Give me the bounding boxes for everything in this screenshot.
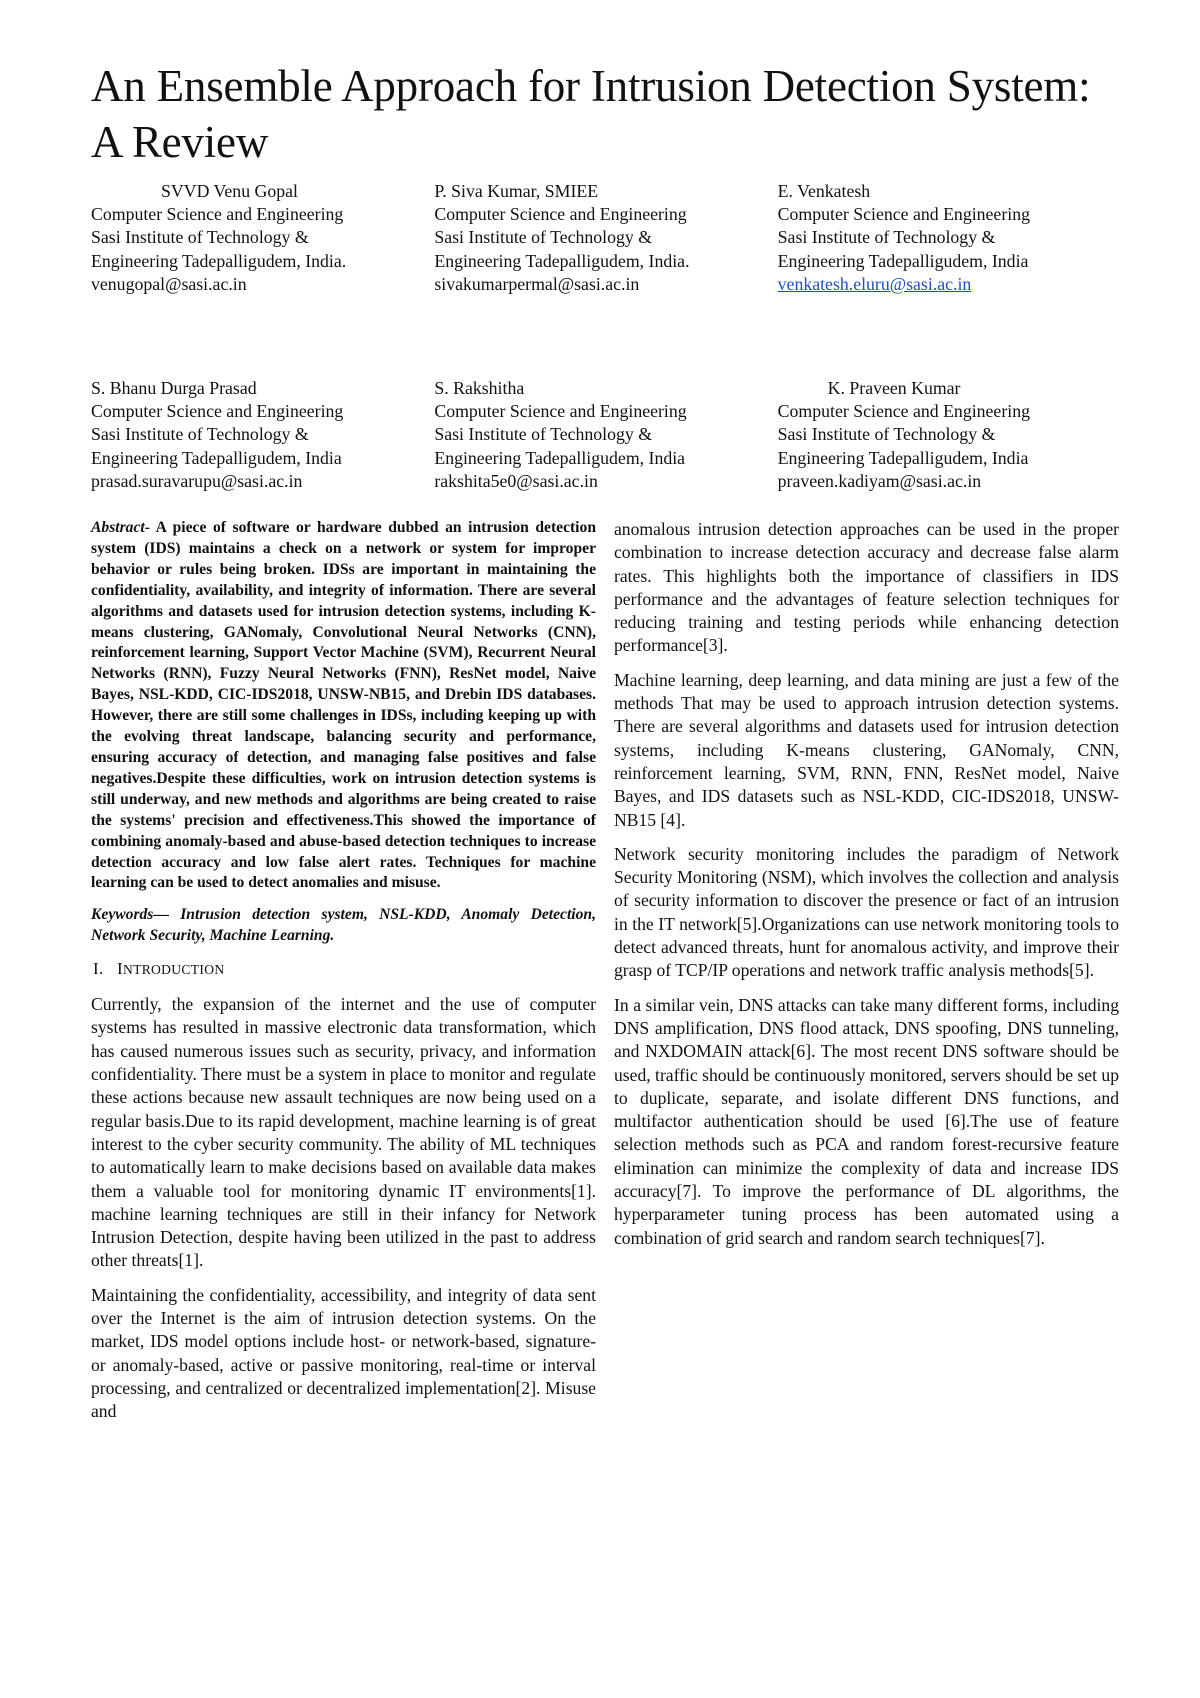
- author-location: Engineering Tadepalligudem, India.: [434, 250, 690, 271]
- author-block-row-1: [91, 180, 1121, 296]
- author-name: E. Venkatesh: [777, 181, 871, 201]
- section-number: I.: [93, 959, 104, 979]
- author-institution: Sasi Institute of Technology &: [434, 424, 653, 445]
- author-card: [778, 180, 1121, 296]
- abstract: [91, 518, 596, 894]
- author-name: K. Praveen Kumar: [827, 378, 961, 398]
- body-paragraph: Network security monitoring includes the paradigm of Network Security Monitoring (NSM), which involves the collection and analysis of security information to discover the presence or fact of an intrusion in the IT network[5].Organizations can use network monitoring tools to detect advanced threats, hunt for anomalous activity, and improve their grasp of TCP/IP operations and network traffic analysis methods[5].: [614, 843, 1119, 981]
- author-name: S. Rakshitha: [434, 378, 525, 398]
- author-institution: Sasi Institute of Technology &: [91, 424, 309, 445]
- author-email: sivakumarpermal@sasi.ac.in: [434, 273, 640, 294]
- author-institution: Sasi Institute of Technology &: [777, 227, 996, 248]
- left-column: [91, 518, 596, 1434]
- author-email: venugopal@sasi.ac.in: [91, 273, 247, 294]
- author-department: Computer Science and Engineering: [434, 401, 687, 422]
- author-email: rakshita5e0@sasi.ac.in: [434, 470, 598, 491]
- author-email-link[interactable]: venkatesh.eluru@sasi.ac.in: [777, 273, 972, 294]
- body-paragraph: Machine learning, deep learning, and data mining are just a few of the methods That may be used to approach intrusion detection systems. There are several algorithms and datasets used for intrusion detection systems, including K-means clustering, GANomaly, CNN, reinforcement learning, SVM, RNN, FNN, ResNet model, Naive Bayes, and IDS datasets such as NSL-KDD, CIC-IDS2018, UNSW-NB15 [4].: [614, 669, 1119, 830]
- author-email: praveen.kadiyam@sasi.ac.in: [777, 470, 982, 491]
- author-card: [434, 180, 777, 296]
- body-paragraph: In a similar vein, DNS attacks can take many different forms, including DNS amplification, DNS flood attack, DNS spoofing, DNS tunneling, and NXDOMAIN attack[6]. The most recent DNS software should be used, traffic should be continuously monitored, servers should be set up to duplicate, separate, and isolate different DNS functions, and multifactor authentication should be used [6].The use of feature selection methods such as PCA and random forest-recursive feature elimination can minimize the complexity of data and increase IDS accuracy[7]. To improve the performance of DL algorithms, the hyperparameter tuning process has been automated using a combination of grid search and random search techniques[7].: [614, 994, 1119, 1248]
- author-location: Engineering Tadepalligudem, India: [91, 447, 342, 468]
- author-location: Engineering Tadepalligudem, India: [777, 250, 1029, 271]
- author-institution: Sasi Institute of Technology &: [434, 227, 653, 248]
- author-location: Engineering Tadepalligudem, India: [434, 447, 686, 468]
- author-card: [91, 180, 434, 296]
- author-department: Computer Science and Engineering: [434, 204, 687, 225]
- author-name: P. Siva Kumar, SMIEE: [434, 181, 599, 201]
- keywords: Keywords— Intrusion detection system, NSL-KDD, Anomaly Detection, Network Security, Machine Learning.: [91, 906, 596, 945]
- section-title-initial: I: [117, 959, 123, 979]
- author-institution: Sasi Institute of Technology &: [91, 227, 309, 248]
- author-location: Engineering Tadepalligudem, India.: [91, 250, 347, 271]
- section-heading-introduction: [91, 958, 596, 981]
- author-department: Computer Science and Engineering: [777, 204, 1030, 225]
- author-institution: Sasi Institute of Technology &: [777, 424, 996, 445]
- author-email: prasad.suravarupu@sasi.ac.in: [91, 470, 303, 491]
- body-paragraph: Maintaining the confidentiality, accessibility, and integrity of data sent over the Internet is the aim of intrusion detection systems. On the market, IDS model options include host- or network-based, signature- or anomaly-based, active or passive monitoring, real-time or interval processing, and centralized or decentralized implementation[2]. Misuse and: [91, 1284, 596, 1422]
- author-card: [91, 377, 434, 493]
- author-card: [434, 377, 777, 493]
- author-department: Computer Science and Engineering: [91, 204, 344, 225]
- author-department: Computer Science and Engineering: [91, 401, 344, 422]
- abstract-label: Abstract: [91, 519, 145, 536]
- paper-title: An Ensemble Approach for Intrusion Detection System: A Review: [91, 61, 1091, 167]
- right-column: [614, 518, 1119, 1261]
- body-paragraph: Currently, the expansion of the internet and the use of computer systems has resulted in massive electronic data transformation, which has caused numerous issues such as security, privacy, and information confidentiality. There must be a system in place to monitor and regulate these actions because new assault techniques are now being used on a regular basis.Due to its rapid development, machine learning is of great interest to the cyber security community. The ability of ML techniques to automatically learn to make decisions based on available data makes them a valuable tool for monitoring dynamic IT environments[1]. machine learning techniques are still in their infancy for Network Intrusion Detection, despite having been utilized in the past to address other threats[1].: [91, 994, 596, 1271]
- author-department: Computer Science and Engineering: [777, 401, 1030, 422]
- author-location: Engineering Tadepalligudem, India: [777, 447, 1029, 468]
- author-name: SVVD Venu Gopal: [161, 181, 298, 201]
- section-title-rest: NTRODUCTION: [122, 962, 225, 978]
- author-card: [778, 377, 1121, 493]
- author-block-row-2: [91, 377, 1121, 493]
- author-name: S. Bhanu Durga Prasad: [91, 378, 257, 398]
- body-paragraph: anomalous intrusion detection approaches can be used in the proper combination to increase detection accuracy and decrease false alarm rates. This highlights both the importance of classifiers in IDS performance and the advantages of feature selection techniques for reducing training and testing periods while enhancing detection performance[3].: [614, 519, 1119, 656]
- abstract-text: - A piece of software or hardware dubbed an intrusion detection system (IDS) maintains a check on a network or system for improper behavior or rules being broken. IDSs are important in maintaining the confidentiality, availability, and integrity of information. There are several algorithms and datasets used for intrusion detection systems, including K-means clustering, GANomaly, Convolutional Neural Networks (CNN), reinforcement learning, Support Vector Machine (SVM), Recurrent Neural Networks (RNN), Fuzzy Neural Networks (FNN), ResNet model, Naive Bayes, NSL-KDD, CIC-IDS2018, UNSW-NB15, and Drebin IDS databases. However, there are still some challenges in IDSs, including keeping up with the evolving threat landscape, balancing security and performance, ensuring accuracy of detection, and managing false positives and false negatives.Despite these difficulties, work on intrusion detection systems is still underway, and new methods and algorithms are being created to raise the systems' precision and effectiveness.This showed the importance of combining anomaly-based and abuse-based detection techniques to increase detection accuracy and low false alert rates. Techniques for machine learning can be used to detect anomalies and misuse.: [91, 519, 596, 892]
